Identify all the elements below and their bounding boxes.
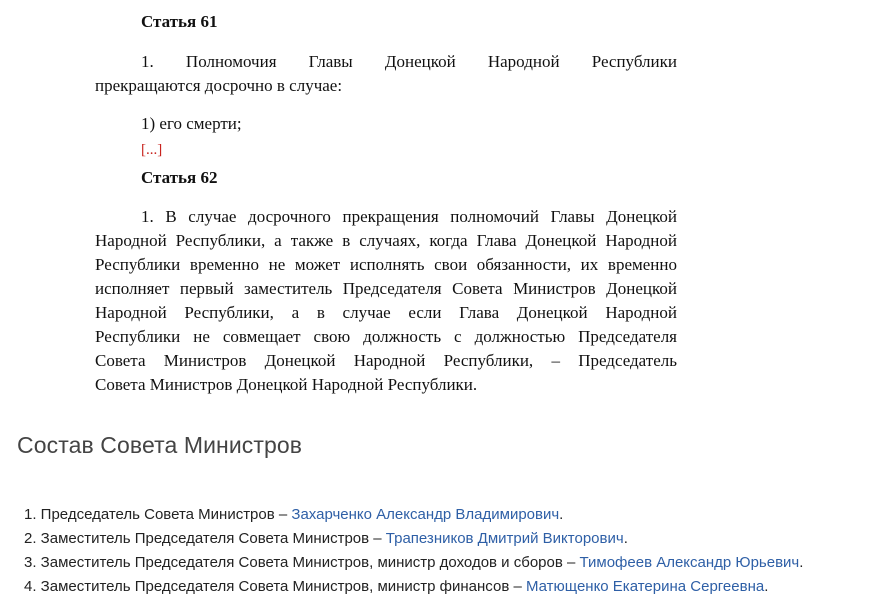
list-item: [24, 527, 803, 551]
article-62-paragraph-line: Народной Республики, а в случае если Глава Донецкой Народной: [95, 303, 677, 322]
list-item-end: .: [559, 506, 564, 523]
article-62-heading: Статья 62: [141, 168, 218, 187]
list-item: [24, 503, 803, 527]
article-62-paragraph-line: Совета Министров Донецкой Народной Республики.: [95, 375, 478, 394]
article-62-paragraph-line: 1. В случае досрочного прекращения полномочий Главы Донецкой: [141, 207, 677, 226]
article-61-heading: Статья 61: [141, 12, 218, 31]
minister-name-link[interactable]: Тимофеев Александр Юрьевич: [579, 554, 800, 571]
minister-position: 3. Заместитель Председателя Совета Министров, министр доходов и сборов –: [24, 554, 580, 571]
omission-marker: [...]: [141, 142, 163, 158]
list-item: [24, 575, 803, 599]
article-62-paragraph-line: Совета Министров Донецкой Народной Республики, – Председатель: [95, 351, 677, 370]
article-61-list-item: 1) его смерти;: [141, 114, 242, 133]
article-62-paragraph-line: исполняет первый заместитель Председателя Совета Министров Донецкой: [95, 279, 677, 298]
minister-name-link[interactable]: Матющенко Екатерина Сергеевна: [525, 578, 765, 595]
list-item-end: .: [764, 578, 769, 595]
article-62-paragraph-line: Республики временно не может исполнять свои обязанности, их временно: [95, 255, 677, 274]
list-item-end: .: [623, 530, 628, 547]
minister-name-link[interactable]: Захарченко Александр Владимирович: [291, 506, 560, 523]
list-item: [24, 551, 803, 575]
minister-name-link[interactable]: Трапезников Дмитрий Викторович: [385, 530, 624, 547]
article-61-paragraph-line: 1. Полномочия Главы Донецкой Народной Республики: [141, 52, 677, 71]
list-item-end: .: [799, 554, 804, 571]
article-62-paragraph-line: Республики не совмещает свою должность с должностью Председателя: [95, 327, 677, 346]
ministers-list: [24, 503, 803, 599]
minister-position: 2. Заместитель Председателя Совета Министров –: [24, 530, 386, 547]
minister-position: 1. Председатель Совета Министров –: [24, 506, 292, 523]
article-62-paragraph-line: Народной Республики, а также в случаях, когда Глава Донецкой Народной: [95, 231, 677, 250]
minister-position: 4. Заместитель Председателя Совета Министров, министр финансов –: [24, 578, 526, 595]
article-61-paragraph-line: прекращаются досрочно в случае:: [95, 76, 343, 95]
section-title: Состав Совета Министров: [17, 432, 303, 458]
